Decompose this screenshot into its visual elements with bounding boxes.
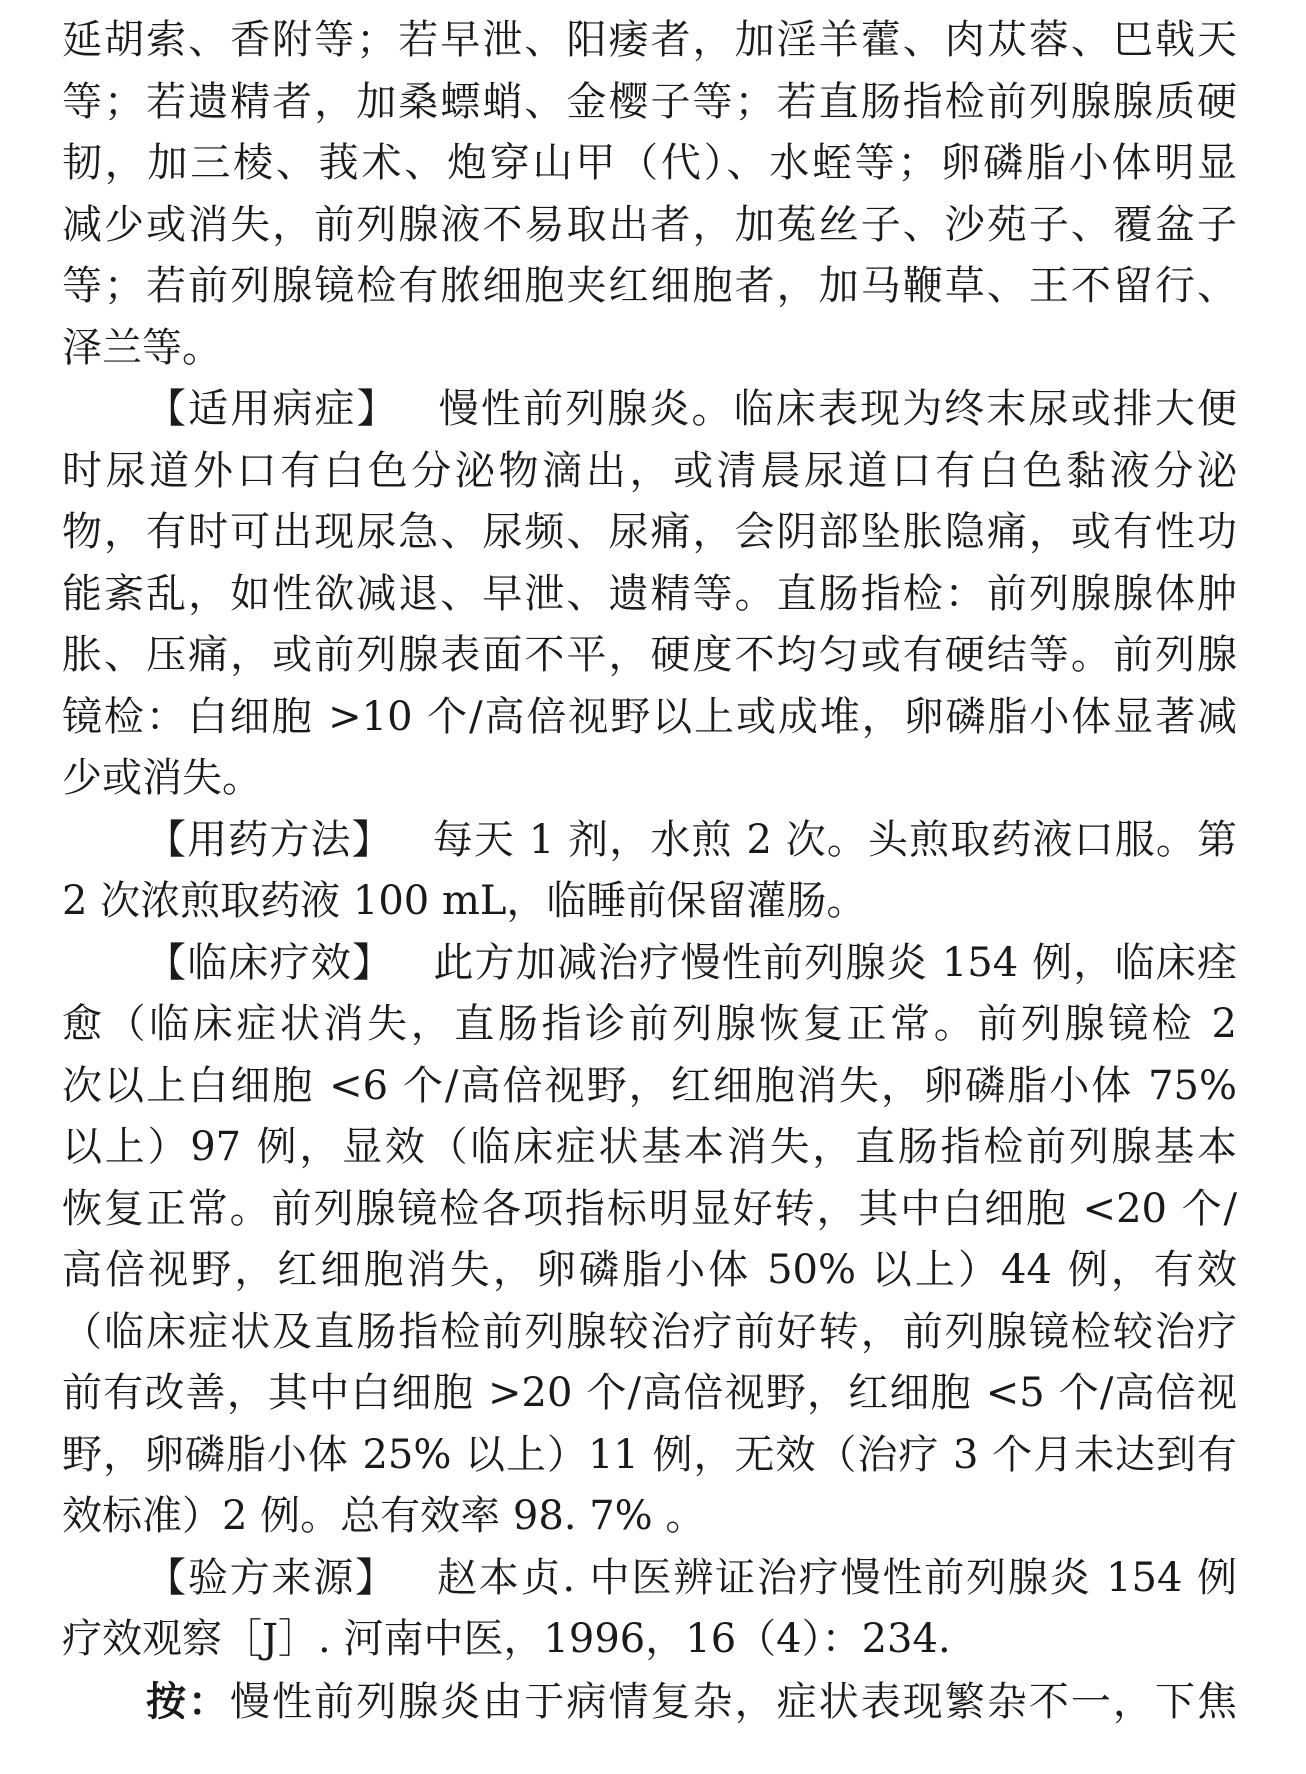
- text-line: 等；若前列腺镜检有脓细胞夹红细胞者，加马鞭草、王不留行、: [62, 263, 1237, 309]
- text-line: 2 次浓煎取药液 100 mL，临睡前保留灌肠。: [62, 878, 867, 924]
- text-line: 疗效观察［J］. 河南中医，1996，16（4）：234.: [62, 1616, 951, 1662]
- text-line: 时尿道外口有白色分泌物滴出，或清晨尿道口有白色黏液分泌: [62, 447, 1237, 494]
- text-line: 次以上白细胞 <6 个/高倍视野，红细胞消失，卵磷脂小体 75%: [62, 1062, 1237, 1109]
- text-line: 效标准）2 例。总有效率 98. 7% 。: [62, 1493, 706, 1539]
- text-line: 野，卵磷脂小体 25% 以上）11 例，无效（治疗 3 个月未达到有: [62, 1431, 1237, 1478]
- section-first-line: [62, 1671, 1237, 1733]
- text-line: 延胡索、香附等；若早泄、阳痿者，加淫羊藿、肉苁蓉、巴戟天: [62, 17, 1237, 63]
- source-section: [62, 1548, 1237, 1671]
- section-label: 【临床疗效】: [146, 939, 394, 986]
- text-line: 减少或消失，前列腺液不易取出者，加菟丝子、沙苑子、覆盆子: [62, 201, 1237, 248]
- note-section: [62, 1671, 1237, 1733]
- text-line: 愈（临床症状消失，直肠指诊前列腺恢复正常。前列腺镜检 2: [62, 1001, 1237, 1047]
- section-text: 赵本贞. 中医辨证治疗慢性前列腺炎 154 例: [436, 1554, 1237, 1601]
- text-line: 等；若遗精者，加桑螵蛸、金樱子等；若直肠指检前列腺腺质硬: [62, 78, 1237, 125]
- section-label: 【验方来源】: [146, 1554, 397, 1601]
- note-label: 按：: [146, 1677, 231, 1725]
- section-first-line: [62, 810, 1237, 872]
- text-line: 恢复正常。前列腺镜检各项指标明显好转，其中白细胞 <20 个/: [62, 1185, 1237, 1232]
- intro-paragraph: [62, 10, 1237, 379]
- text-line: 以上）97 例，显效（临床症状基本消失，直肠指检前列腺基本: [62, 1124, 1237, 1170]
- efficacy-section: [62, 933, 1237, 1548]
- text-line: （临床症状及直肠指检前列腺较治疗前好转，前列腺镜检较治疗: [62, 1308, 1237, 1355]
- section-text: 慢性前列腺炎由于病情复杂，症状表现繁杂不一，下焦: [230, 1678, 1237, 1725]
- section-text: 慢性前列腺炎。临床表现为终末尿或排大便: [438, 386, 1237, 432]
- text-line: 镜检：白细胞 >10 个/高倍视野以上或成堆，卵磷脂小体显著减: [62, 693, 1237, 740]
- text-line: 物，有时可出现尿急、尿频、尿痛，会阴部坠胀隐痛，或有性功: [62, 509, 1237, 555]
- section-first-line: [62, 1548, 1237, 1610]
- text-line: 韧，加三棱、莪术、炮穿山甲（代）、水蛭等；卵磷脂小体明显: [62, 140, 1237, 186]
- section-label: 【用药方法】: [146, 816, 393, 863]
- section-first-line: [62, 379, 1237, 441]
- section-first-line: [62, 933, 1237, 995]
- text-line: 高倍视野，红细胞消失，卵磷脂小体 50% 以上）44 例，有效: [62, 1247, 1237, 1293]
- text-line: 能紊乱，如性欲减退、早泄、遗精等。直肠指检：前列腺腺体肿: [62, 570, 1237, 617]
- document-page: [62, 10, 1237, 1732]
- section-text: 此方加减治疗慢性前列腺炎 154 例，临床痊: [433, 939, 1237, 986]
- text-line: 泽兰等。: [62, 324, 222, 371]
- usage-section: [62, 810, 1237, 933]
- text-line: 少或消失。: [62, 755, 262, 801]
- section-text: 每天 1 剂，水煎 2 次。头煎取药液口服。第: [432, 816, 1237, 863]
- text-line: 前有改善，其中白细胞 >20 个/高倍视野，红细胞 <5 个/高倍视: [62, 1370, 1237, 1416]
- section-label: 【适用病症】: [146, 386, 399, 432]
- text-line: 胀、压痛，或前列腺表面不平，硬度不均匀或有硬结等。前列腺: [62, 632, 1237, 678]
- indications-section: [62, 379, 1237, 810]
